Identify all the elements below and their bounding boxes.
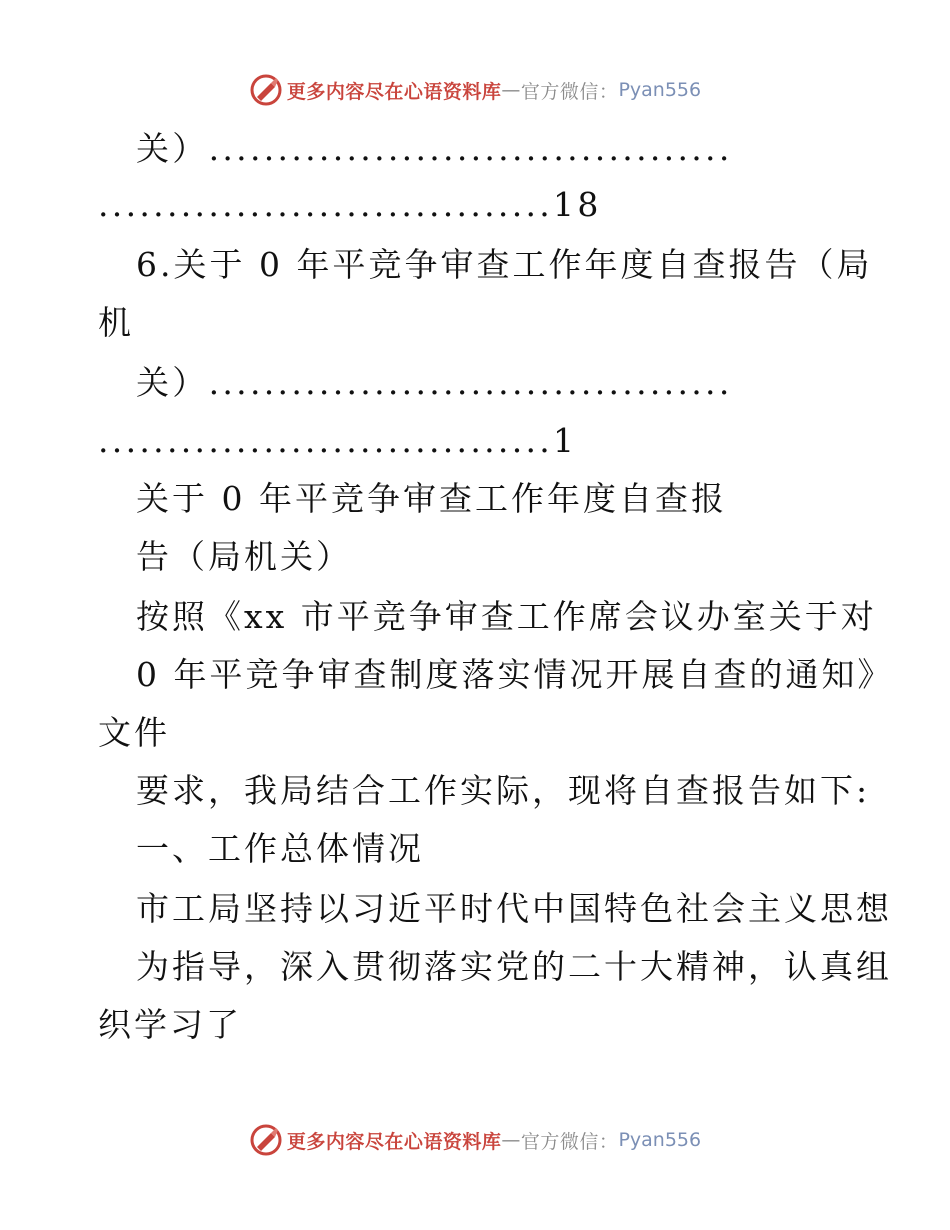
toc-line-3: 关）...................................... [136,363,733,402]
section-heading: 一、工作总体情况 [136,829,424,868]
brush-logo-icon [249,73,283,107]
paragraph-line: 要求，我局结合工作实际，现将自查报告如下: [136,771,871,810]
watermark-account: Pyan556 [618,1129,702,1151]
watermark-account: Pyan556 [618,79,702,101]
watermark-separator: — [501,1129,521,1151]
paragraph-line: 按照《xx 市平竞争审查工作席会议办室关于对 [136,597,877,636]
section-title-cont: 告（局机关） [136,537,352,576]
watermark-brand: 更多内容尽在心语资料库 [286,1130,502,1153]
footer-watermark [0,1122,950,1158]
paragraph-line: 市工局坚持以习近平时代中国特色社会主义思想 [136,889,892,928]
watermark-separator: — [501,79,521,101]
paragraph-line: 为指导，深入贯彻落实党的二十大精神，认真组 [136,947,892,986]
watermark-brand: 更多内容尽在心语资料库 [286,80,502,103]
toc-line-4: .................................1 [98,421,578,460]
toc-entry-6: 6.关于 0 年平竞争审查工作年度自查报告（局 [136,245,873,284]
paragraph-line: 文件 [98,713,170,752]
brush-logo-icon [249,1123,283,1157]
toc-entry-6-cont: 机 [98,303,134,342]
watermark-official: 官方微信： [520,80,619,103]
header-watermark [0,72,950,108]
paragraph-line: 0 年平竞争审查制度落实情况开展自查的通知》 [136,655,894,694]
toc-line-1: 关）...................................... [136,129,733,168]
paragraph-line: 织学习了 [98,1005,242,1044]
watermark-official: 官方微信： [520,1130,619,1153]
toc-line-2: .................................18 [98,185,602,224]
section-title: 关于 0 年平竞争审查工作年度自查报 [136,479,727,518]
